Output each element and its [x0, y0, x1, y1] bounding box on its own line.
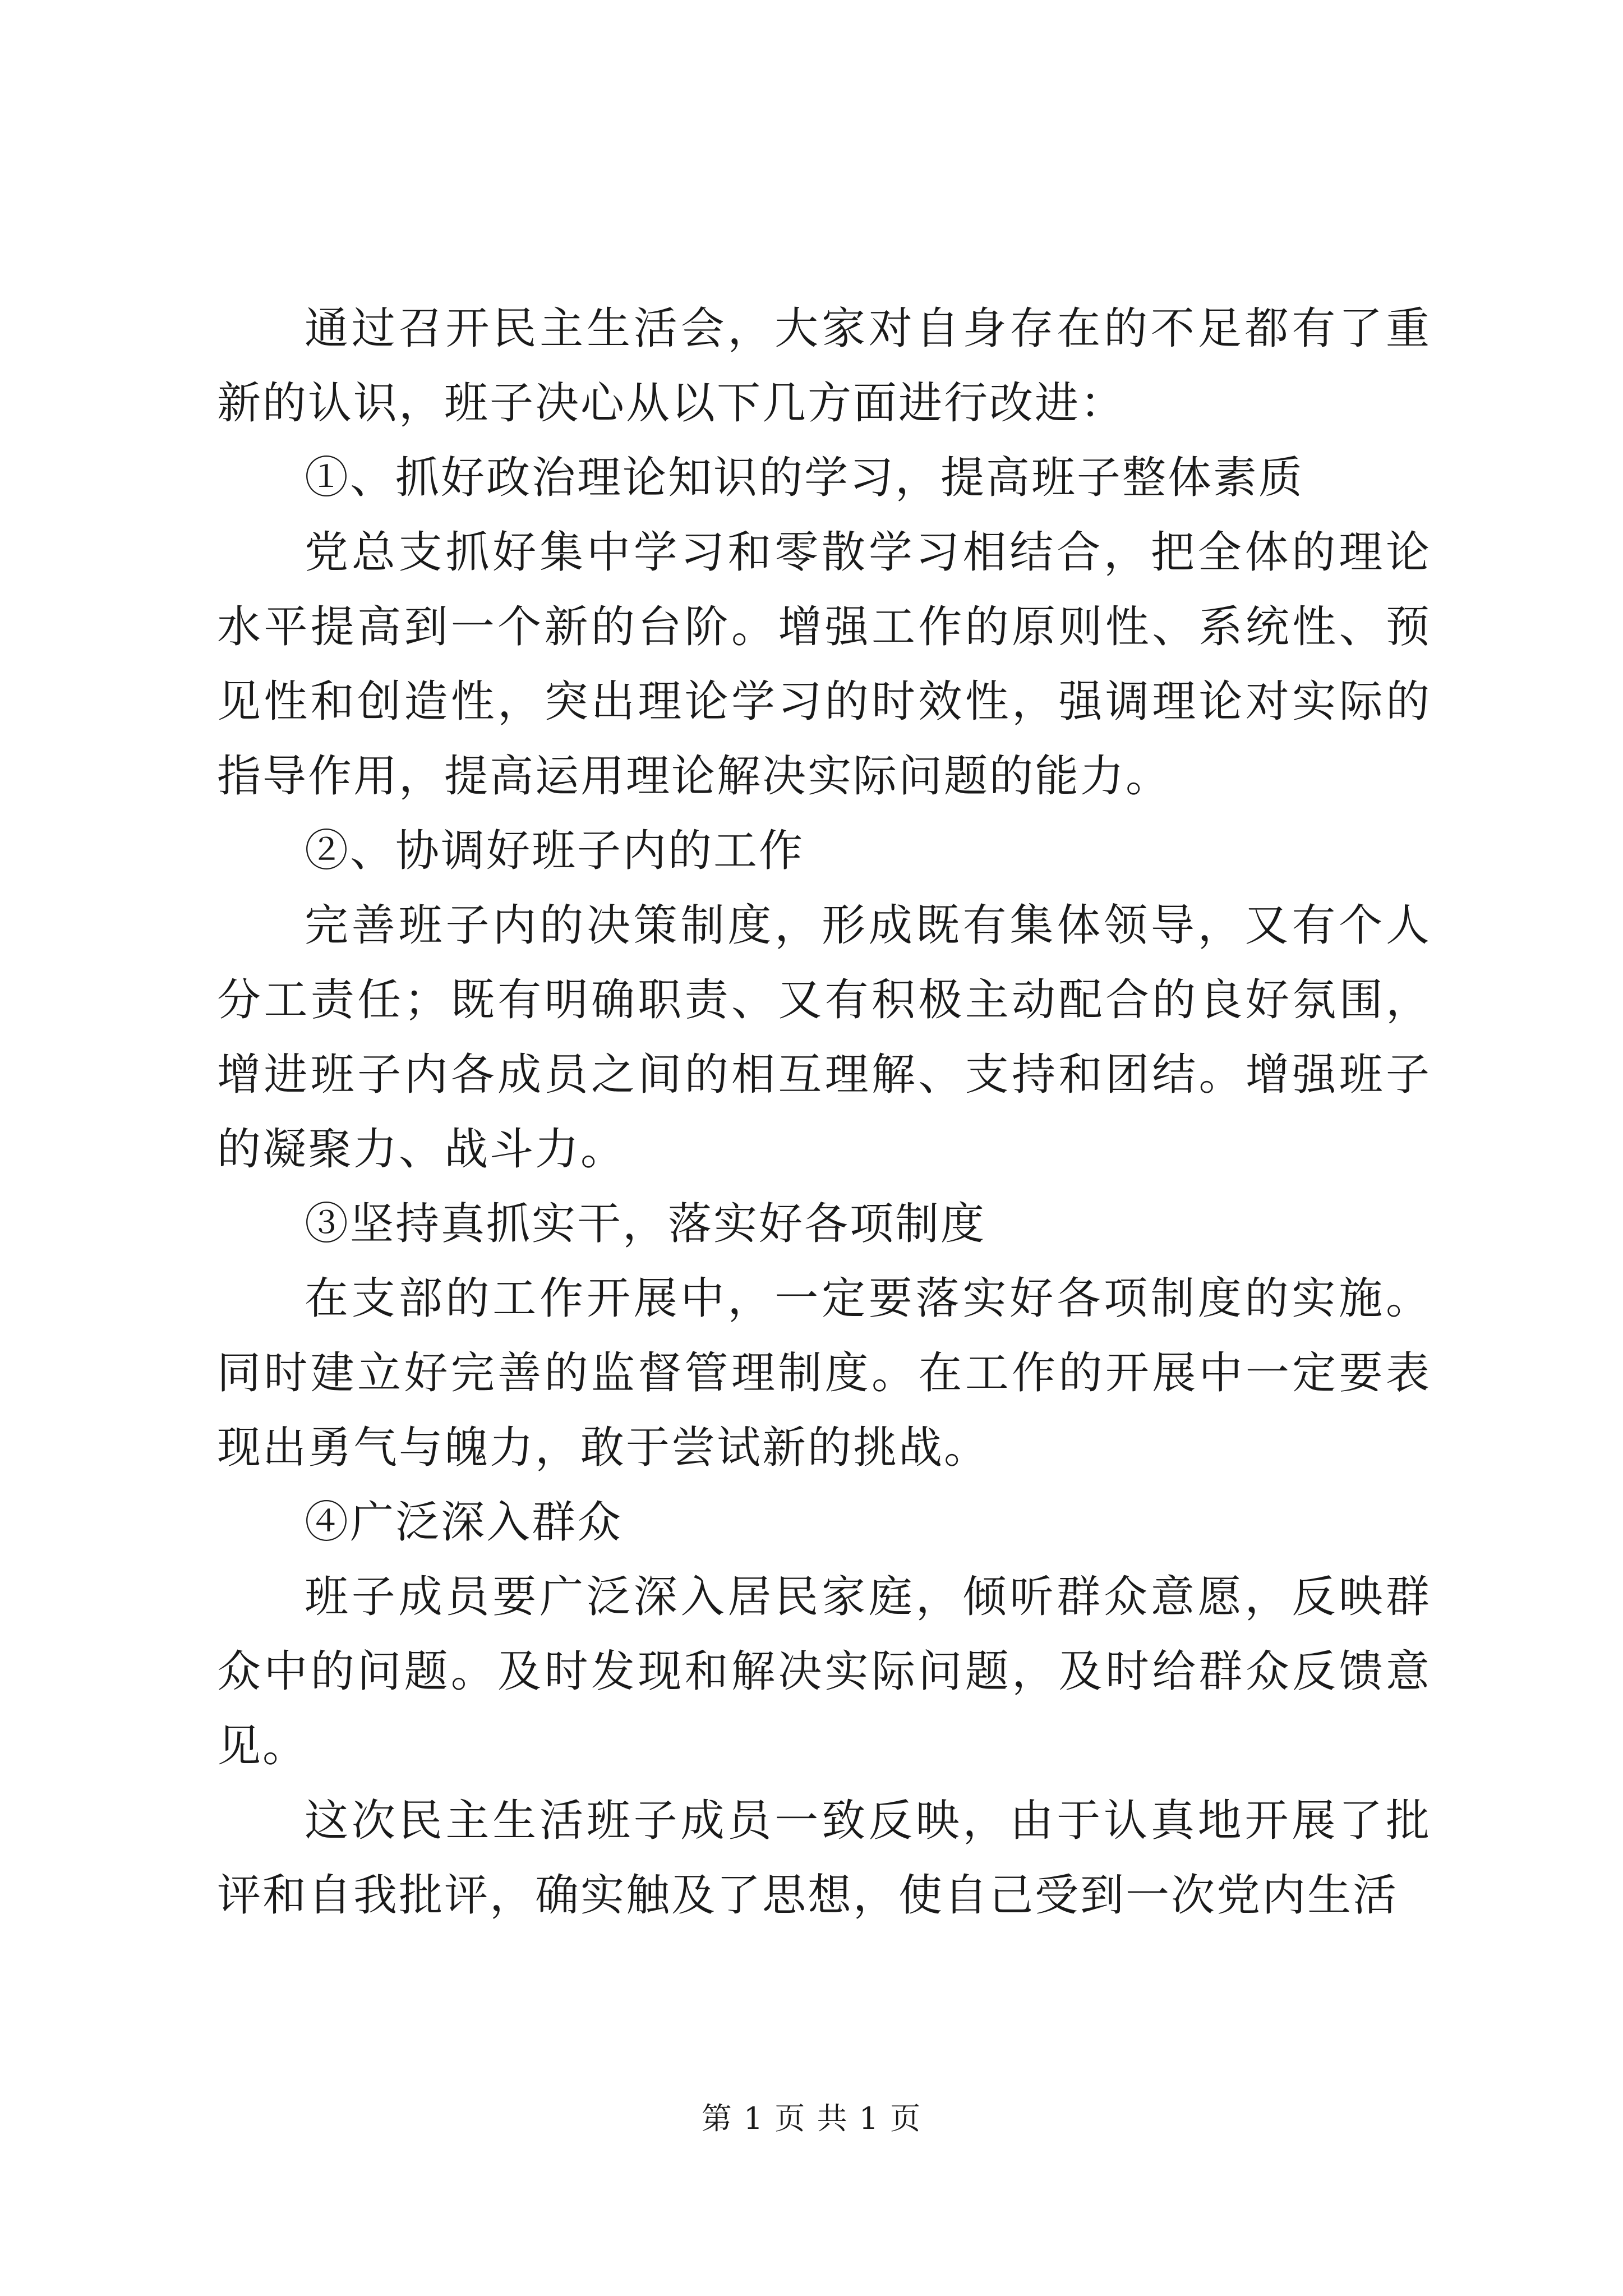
- paragraph-conclusion: 这次民主生活班子成员一致反映，由于认真地开展了批评和自我批评，确实触及了思想，使自己受到一次党内生活: [217, 1796, 1431, 1921]
- paragraph-section-4: 班子成员要广泛深入居民家庭，倾听群众意愿，反映群众中的问题。及时发现和解决实际问题，及时给群众反馈意见。: [217, 1572, 1431, 1772]
- section-heading-1: ①、抓好政治理论知识的学习，提高班子整体素质: [305, 453, 1304, 503]
- page-footer: 第 1 页 共 1 页: [701, 2101, 922, 2136]
- paragraph-section-3: 在支部的工作开展中，一定要落实好各项制度的实施。同时建立好完善的监督管理制度。在工作的开展中一定要表现出勇气与魄力，敢于尝试新的挑战。: [217, 1273, 1431, 1473]
- paragraph-intro: 通过召开民主生活会，大家对自身存在的不足都有了重新的认识，班子决心从以下几方面进行改进：: [217, 303, 1431, 429]
- section-heading-2: ②、协调好班子内的工作: [305, 826, 805, 876]
- section-heading-4: ④广泛深入群众: [305, 1497, 623, 1548]
- paragraph-section-1: 党总支抓好集中学习和零散学习相结合，把全体的理论水平提高到一个新的台阶。增强工作的原则性、系统性、预见性和创造性，突出理论学习的时效性，强调理论对实际的指导作用，提高运用理论解决实际问题的能力。: [217, 527, 1431, 802]
- document-body: [217, 292, 1431, 1933]
- paragraph-section-2: 完善班子内的决策制度，形成既有集体领导，又有个人分工责任；既有明确职责、又有积极主动配合的良好氛围，增进班子内各成员之间的相互理解、支持和团结。增强班子的凝聚力、战斗力。: [217, 900, 1431, 1175]
- section-heading-3: ③坚持真抓实干，落实好各项制度: [305, 1199, 986, 1249]
